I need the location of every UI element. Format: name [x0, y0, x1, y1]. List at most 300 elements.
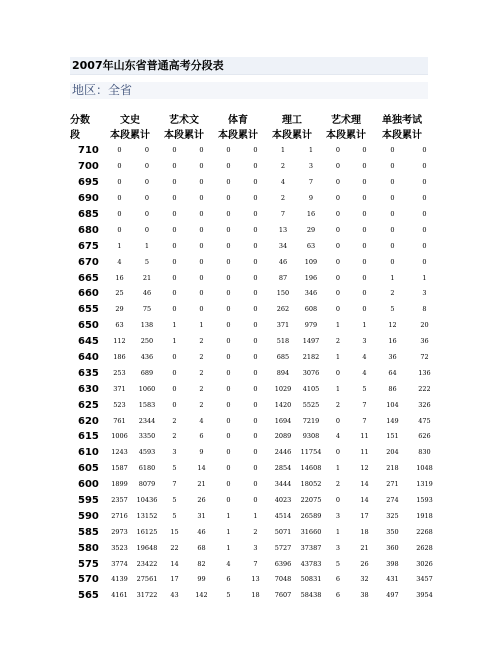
cell-yishuwen-band: 5 [172, 496, 177, 505]
cell-tiyu-cum: 2 [253, 527, 258, 536]
cell-danduo-cum: 36 [420, 337, 429, 346]
cell-yishuwen-band: 7 [172, 480, 177, 489]
header-wenshi-sub: 本段累计 [110, 130, 150, 141]
cell-wenshi-band: 4 [117, 257, 122, 266]
table-row [68, 397, 442, 413]
cell-yishuwen-cum: 2 [199, 400, 204, 409]
cell-ligong-band: 1694 [274, 416, 292, 425]
cell-ligong-band: 2089 [274, 432, 292, 441]
cell-score: 685 [78, 209, 99, 220]
cell-score: 575 [78, 558, 99, 570]
table-row [68, 222, 442, 238]
cell-wenshi-band: 761 [113, 416, 126, 425]
cell-yishuli-band: 0 [335, 257, 341, 266]
header-wenshi [102, 113, 158, 143]
cell-wenshi-band: 1243 [111, 448, 128, 457]
cell-yishuli-cum: 4 [362, 368, 367, 377]
cell-danduo-band: 86 [388, 384, 397, 393]
cell-tiyu-band: 0 [226, 146, 231, 155]
cell-danduo-band: 16 [388, 337, 397, 346]
cell-wenshi-cum: 31722 [136, 591, 158, 600]
cell-yishuli-cum: 5 [362, 384, 367, 393]
cell-ligong-cum: 196 [304, 273, 318, 282]
cell-danduo-band: 12 [388, 321, 397, 330]
cell-yishuwen-cum: 46 [197, 527, 206, 536]
cell-tiyu-band: 5 [226, 591, 231, 600]
cell-score: 570 [78, 574, 99, 586]
cell-yishuwen-band: 0 [172, 384, 177, 393]
cell-tiyu-cum: 0 [253, 241, 258, 250]
cell-yishuwen-cum: 0 [199, 194, 204, 203]
cell-yishuwen-cum: 31 [197, 511, 206, 520]
cell-danduo-cum: 0 [422, 146, 427, 155]
cell-score: 690 [78, 193, 99, 205]
cell-danduo-cum: 0 [422, 194, 427, 203]
cell-yishuwen-band: 3 [172, 448, 177, 457]
cell-wenshi-band: 2357 [111, 496, 128, 505]
cell-ligong-band: 1420 [274, 400, 292, 409]
cell-tiyu-cum: 0 [253, 225, 258, 234]
cell-danduo-band: 360 [386, 543, 399, 552]
cell-danduo-band: 431 [386, 575, 399, 584]
cell-wenshi-band: 253 [113, 368, 126, 377]
cell-wenshi-band: 29 [115, 305, 124, 314]
cell-yishuwen-band: 0 [172, 368, 177, 377]
cell-ligong-band: 1 [280, 146, 286, 155]
cell-score: 665 [78, 272, 99, 284]
page-title: 2007年山东省普通高考分段表 [72, 59, 224, 72]
cell-score: 670 [78, 256, 99, 268]
cell-yishuli-cum: 0 [362, 225, 367, 234]
cell-tiyu-band: 0 [226, 178, 231, 187]
table-row [68, 540, 442, 556]
cell-wenshi-cum: 23422 [136, 559, 158, 568]
cell-yishuli-cum: 11 [360, 432, 369, 441]
cell-tiyu-cum: 0 [253, 289, 258, 298]
header-score-line2: 段 [70, 130, 80, 141]
score-table [68, 143, 442, 604]
cell-yishuli-band: 3 [335, 543, 341, 552]
table-row [68, 588, 442, 604]
cell-tiyu-cum: 0 [253, 400, 258, 409]
cell-yishuwen-cum: 0 [199, 178, 204, 187]
cell-tiyu-band: 0 [226, 384, 231, 393]
cell-wenshi-band: 4139 [111, 575, 128, 584]
cell-danduo-band: 36 [388, 353, 397, 362]
cell-yishuwen-cum: 1 [199, 321, 204, 330]
cell-danduo-cum: 0 [422, 178, 427, 187]
cell-yishuli-cum: 7 [362, 416, 367, 425]
cell-yishuli-cum: 0 [362, 241, 367, 250]
cell-ligong-band: 34 [278, 241, 288, 250]
cell-yishuli-band: 0 [335, 225, 341, 234]
cell-wenshi-band: 63 [115, 321, 124, 330]
table-row [68, 270, 442, 286]
cell-ligong-band: 371 [276, 321, 290, 330]
cell-danduo-band: 350 [386, 527, 399, 536]
cell-tiyu-cum: 0 [253, 464, 258, 473]
cell-tiyu-cum: 7 [253, 559, 258, 568]
cell-yishuwen-band: 0 [172, 273, 177, 282]
cell-ligong-band: 1029 [274, 384, 292, 393]
cell-yishuwen-band: 0 [172, 162, 177, 171]
cell-wenshi-band: 371 [113, 384, 126, 393]
table-row [68, 286, 442, 302]
cell-yishuwen-band: 0 [172, 289, 177, 298]
cell-tiyu-cum: 0 [253, 432, 258, 441]
cell-danduo-band: 149 [386, 416, 399, 425]
cell-yishuwen-band: 1 [172, 321, 177, 330]
score-table-body [68, 143, 442, 604]
cell-score: 675 [78, 240, 99, 252]
cell-danduo-band: 0 [390, 257, 395, 266]
cell-yishuwen-band: 43 [170, 591, 179, 600]
cell-ligong-band: 2 [280, 194, 286, 203]
cell-yishuwen-band: 14 [170, 559, 179, 568]
cell-yishuli-cum: 12 [360, 464, 369, 473]
cell-wenshi-band: 3774 [111, 559, 128, 568]
cell-ligong-cum: 16 [306, 210, 316, 218]
cell-tiyu-band: 0 [226, 162, 231, 171]
cell-score: 655 [78, 304, 99, 316]
cell-yishuli-band: 0 [335, 305, 341, 314]
cell-danduo-cum: 326 [418, 400, 431, 409]
cell-ligong-band: 46 [278, 257, 288, 266]
cell-yishuli-cum: 0 [362, 194, 367, 203]
cell-tiyu-band: 0 [226, 194, 231, 203]
cell-wenshi-band: 4161 [111, 591, 128, 600]
cell-yishuwen-band: 0 [172, 305, 177, 314]
cell-ligong-band: 7048 [274, 575, 292, 584]
cell-score: 600 [78, 479, 99, 491]
cell-tiyu-band: 0 [226, 210, 231, 218]
cell-score: 660 [78, 288, 99, 300]
cell-danduo-cum: 1918 [416, 511, 433, 520]
cell-tiyu-band: 0 [226, 257, 231, 266]
cell-yishuli-cum: 0 [362, 257, 367, 266]
cell-yishuli-band: 5 [335, 559, 341, 568]
cell-yishuwen-cum: 0 [199, 210, 204, 218]
cell-tiyu-band: 0 [226, 368, 231, 377]
cell-yishuli-band: 0 [335, 146, 341, 155]
cell-wenshi-band: 186 [113, 353, 126, 362]
table-row [68, 350, 442, 366]
cell-danduo-cum: 3954 [416, 591, 433, 600]
cell-danduo-band: 2 [390, 289, 395, 298]
cell-danduo-band: 0 [390, 210, 395, 218]
cell-tiyu-cum: 0 [253, 305, 258, 314]
cell-score: 610 [78, 447, 99, 459]
cell-tiyu-cum: 0 [253, 368, 258, 377]
cell-danduo-cum: 0 [422, 225, 427, 234]
cell-ligong-cum: 26589 [300, 511, 322, 520]
cell-ligong-cum: 43783 [300, 559, 322, 568]
cell-ligong-band: 150 [276, 289, 290, 298]
cell-wenshi-cum: 0 [144, 210, 150, 218]
cell-ligong-cum: 979 [304, 321, 318, 330]
cell-yishuwen-band: 5 [172, 464, 177, 473]
cell-yishuli-cum: 7 [362, 400, 367, 409]
cell-yishuwen-cum: 0 [199, 305, 204, 314]
cell-ligong-band: 894 [276, 368, 290, 377]
cell-yishuli-band: 0 [335, 416, 341, 425]
cell-tiyu-band: 1 [226, 527, 231, 536]
cell-tiyu-band: 0 [226, 432, 231, 441]
cell-wenshi-band: 112 [113, 337, 126, 346]
cell-danduo-band: 0 [390, 178, 395, 187]
cell-danduo-cum: 475 [418, 416, 431, 425]
cell-danduo-band: 0 [390, 146, 395, 155]
cell-score: 565 [78, 590, 99, 602]
cell-danduo-cum: 1048 [416, 464, 433, 473]
cell-wenshi-cum: 21 [142, 273, 152, 282]
table-row [68, 191, 442, 207]
cell-ligong-band: 7 [280, 210, 286, 218]
header-tiyu-sub: 本段累计 [218, 130, 258, 141]
region-label: 地区：全省 [72, 83, 133, 97]
cell-yishuli-cum: 4 [362, 353, 367, 362]
cell-wenshi-cum: 4593 [138, 448, 156, 457]
table-row [68, 445, 442, 461]
cell-danduo-band: 398 [386, 559, 399, 568]
cell-tiyu-band: 0 [226, 448, 231, 457]
cell-wenshi-band: 25 [115, 289, 124, 298]
cell-score: 585 [78, 526, 99, 538]
cell-tiyu-cum: 1 [253, 511, 258, 520]
table-row [68, 334, 442, 350]
cell-wenshi-cum: 1583 [138, 400, 156, 409]
cell-yishuli-band: 0 [335, 210, 341, 218]
cell-ligong-band: 262 [276, 305, 290, 314]
cell-ligong-cum: 22075 [300, 496, 322, 505]
cell-tiyu-cum: 0 [253, 162, 258, 171]
cell-score: 710 [78, 145, 99, 157]
header-ligong-name: 理工 [282, 115, 302, 126]
cell-yishuli-band: 0 [335, 496, 341, 505]
cell-score: 580 [78, 542, 99, 554]
cell-tiyu-band: 4 [226, 559, 231, 568]
cell-ligong-cum: 37387 [300, 543, 322, 552]
cell-tiyu-cum: 0 [253, 178, 258, 187]
table-row [68, 524, 442, 540]
cell-wenshi-cum: 6180 [138, 464, 156, 473]
header-yishuli [318, 113, 374, 143]
cell-ligong-band: 685 [276, 353, 290, 362]
cell-score: 615 [78, 431, 99, 443]
cell-yishuwen-cum: 26 [197, 496, 206, 505]
cell-wenshi-cum: 138 [140, 321, 154, 330]
cell-wenshi-band: 0 [117, 146, 122, 155]
cell-tiyu-cum: 3 [253, 543, 258, 552]
cell-danduo-cum: 72 [420, 353, 429, 362]
cell-score: 680 [78, 224, 99, 236]
cell-tiyu-band: 0 [226, 273, 231, 282]
cell-danduo-band: 151 [386, 432, 399, 441]
cell-ligong-cum: 9308 [302, 432, 320, 441]
cell-yishuli-band: 0 [335, 162, 341, 171]
cell-wenshi-cum: 436 [140, 353, 154, 362]
cell-danduo-cum: 0 [422, 210, 427, 218]
header-ligong-sub: 本段累计 [272, 130, 312, 141]
cell-score: 650 [78, 320, 99, 332]
cell-ligong-cum: 14608 [300, 464, 322, 473]
cell-ligong-band: 87 [278, 273, 288, 282]
cell-yishuli-cum: 0 [362, 162, 367, 171]
header-danduo [372, 113, 432, 143]
cell-ligong-cum: 50831 [300, 575, 322, 584]
cell-ligong-band: 13 [278, 225, 288, 234]
cell-wenshi-band: 1006 [111, 432, 128, 441]
cell-yishuwen-band: 0 [172, 194, 177, 203]
cell-ligong-cum: 63 [306, 241, 316, 250]
cell-ligong-cum: 9 [308, 194, 314, 203]
cell-score: 625 [78, 399, 99, 411]
cell-tiyu-cum: 0 [253, 496, 258, 505]
cell-yishuli-band: 2 [335, 337, 341, 346]
cell-danduo-cum: 136 [418, 368, 431, 377]
cell-yishuli-band: 3 [335, 511, 341, 520]
cell-tiyu-band: 0 [226, 241, 231, 250]
cell-ligong-band: 3444 [274, 480, 292, 489]
cell-yishuli-cum: 1 [362, 321, 367, 330]
table-row [68, 238, 442, 254]
cell-danduo-cum: 1319 [416, 480, 433, 489]
cell-danduo-band: 204 [386, 448, 399, 457]
cell-score: 700 [78, 161, 99, 173]
cell-yishuli-band: 0 [335, 194, 341, 203]
cell-yishuwen-band: 5 [172, 511, 177, 520]
cell-tiyu-band: 1 [226, 511, 231, 520]
cell-tiyu-cum: 0 [253, 384, 258, 393]
cell-yishuwen-cum: 0 [199, 289, 204, 298]
table-row [68, 572, 442, 588]
cell-yishuli-band: 6 [335, 591, 341, 600]
cell-yishuli-cum: 0 [362, 289, 367, 298]
cell-tiyu-cum: 18 [251, 591, 260, 600]
cell-yishuwen-band: 0 [172, 257, 177, 266]
cell-tiyu-cum: 0 [253, 321, 258, 330]
cell-ligong-cum: 3 [308, 162, 314, 171]
table-row [68, 175, 442, 191]
cell-ligong-band: 6396 [274, 559, 292, 568]
cell-yishuwen-band: 0 [172, 210, 177, 218]
cell-yishuwen-cum: 9 [199, 448, 204, 457]
cell-danduo-band: 1 [390, 273, 395, 282]
cell-yishuli-band: 0 [335, 178, 341, 187]
cell-ligong-band: 5071 [274, 527, 292, 536]
cell-yishuli-band: 0 [335, 448, 341, 457]
cell-yishuwen-band: 0 [172, 225, 177, 234]
cell-yishuli-cum: 17 [360, 511, 369, 520]
cell-wenshi-cum: 27561 [136, 575, 158, 584]
cell-ligong-cum: 29 [306, 225, 316, 234]
cell-danduo-band: 64 [388, 368, 397, 377]
cell-wenshi-cum: 0 [144, 225, 150, 234]
cell-wenshi-band: 1 [117, 241, 122, 250]
table-row [68, 365, 442, 381]
cell-yishuwen-cum: 68 [197, 543, 206, 552]
cell-tiyu-band: 0 [226, 496, 231, 505]
cell-wenshi-cum: 2344 [138, 416, 156, 425]
cell-danduo-band: 0 [390, 162, 395, 171]
cell-yishuli-band: 2 [335, 480, 341, 489]
cell-yishuwen-cum: 0 [199, 225, 204, 234]
cell-yishuli-cum: 0 [362, 210, 367, 218]
cell-danduo-cum: 2268 [416, 527, 433, 536]
cell-yishuli-cum: 21 [360, 543, 369, 552]
cell-ligong-band: 7607 [274, 591, 292, 600]
header-danduo-name: 单独考试 [382, 115, 422, 126]
header-wenshi-name: 文史 [120, 115, 140, 126]
cell-yishuli-band: 2 [335, 400, 341, 409]
cell-yishuli-band: 0 [335, 241, 341, 250]
cell-yishuwen-band: 0 [172, 146, 177, 155]
cell-yishuwen-band: 0 [172, 241, 177, 250]
cell-tiyu-band: 0 [226, 289, 231, 298]
cell-score: 645 [78, 336, 99, 348]
cell-danduo-cum: 222 [418, 384, 431, 393]
cell-ligong-band: 5727 [274, 543, 292, 552]
cell-wenshi-band: 3523 [111, 543, 128, 552]
cell-tiyu-cum: 0 [253, 257, 258, 266]
cell-score: 630 [78, 383, 99, 395]
cell-yishuwen-cum: 0 [199, 146, 204, 155]
cell-wenshi-cum: 0 [144, 194, 150, 203]
cell-danduo-cum: 8 [422, 305, 427, 314]
cell-yishuwen-band: 1 [172, 337, 177, 346]
cell-wenshi-cum: 19648 [136, 543, 158, 552]
header-ligong [264, 113, 320, 143]
cell-ligong-band: 2 [280, 162, 286, 171]
cell-score: 695 [78, 177, 99, 189]
cell-ligong-cum: 11754 [300, 448, 322, 457]
cell-tiyu-cum: 0 [253, 416, 258, 425]
cell-wenshi-cum: 689 [140, 368, 154, 377]
cell-tiyu-cum: 0 [253, 194, 258, 203]
cell-wenshi-cum: 1060 [138, 384, 156, 393]
header-score-line1: 分数 [70, 115, 90, 126]
table-row [68, 477, 442, 493]
cell-yishuwen-band: 0 [172, 178, 177, 187]
table-row [68, 556, 442, 572]
cell-yishuli-band: 1 [335, 353, 341, 362]
cell-wenshi-cum: 0 [144, 162, 150, 171]
cell-yishuli-band: 1 [335, 384, 341, 393]
cell-score: 620 [78, 415, 99, 427]
cell-danduo-band: 325 [386, 511, 399, 520]
cell-danduo-cum: 3 [422, 289, 427, 298]
cell-ligong-cum: 7219 [302, 416, 320, 425]
table-row [68, 508, 442, 524]
header-yishuli-name: 艺术理 [331, 115, 361, 126]
cell-yishuwen-band: 2 [172, 432, 177, 441]
cell-yishuli-band: 1 [335, 321, 341, 330]
cell-wenshi-band: 2973 [111, 527, 128, 536]
cell-danduo-band: 104 [386, 400, 399, 409]
cell-yishuwen-cum: 82 [197, 559, 206, 568]
cell-ligong-cum: 58438 [300, 591, 322, 600]
cell-yishuwen-cum: 6 [199, 432, 204, 441]
cell-yishuli-cum: 0 [362, 273, 367, 282]
cell-wenshi-band: 16 [115, 273, 124, 282]
table-row [68, 493, 442, 509]
header-tiyu [210, 113, 266, 143]
cell-yishuli-band: 0 [335, 289, 341, 298]
cell-yishuli-band: 0 [335, 368, 341, 377]
cell-wenshi-cum: 46 [142, 289, 152, 298]
cell-ligong-cum: 109 [304, 257, 318, 266]
cell-wenshi-cum: 1 [144, 241, 150, 250]
